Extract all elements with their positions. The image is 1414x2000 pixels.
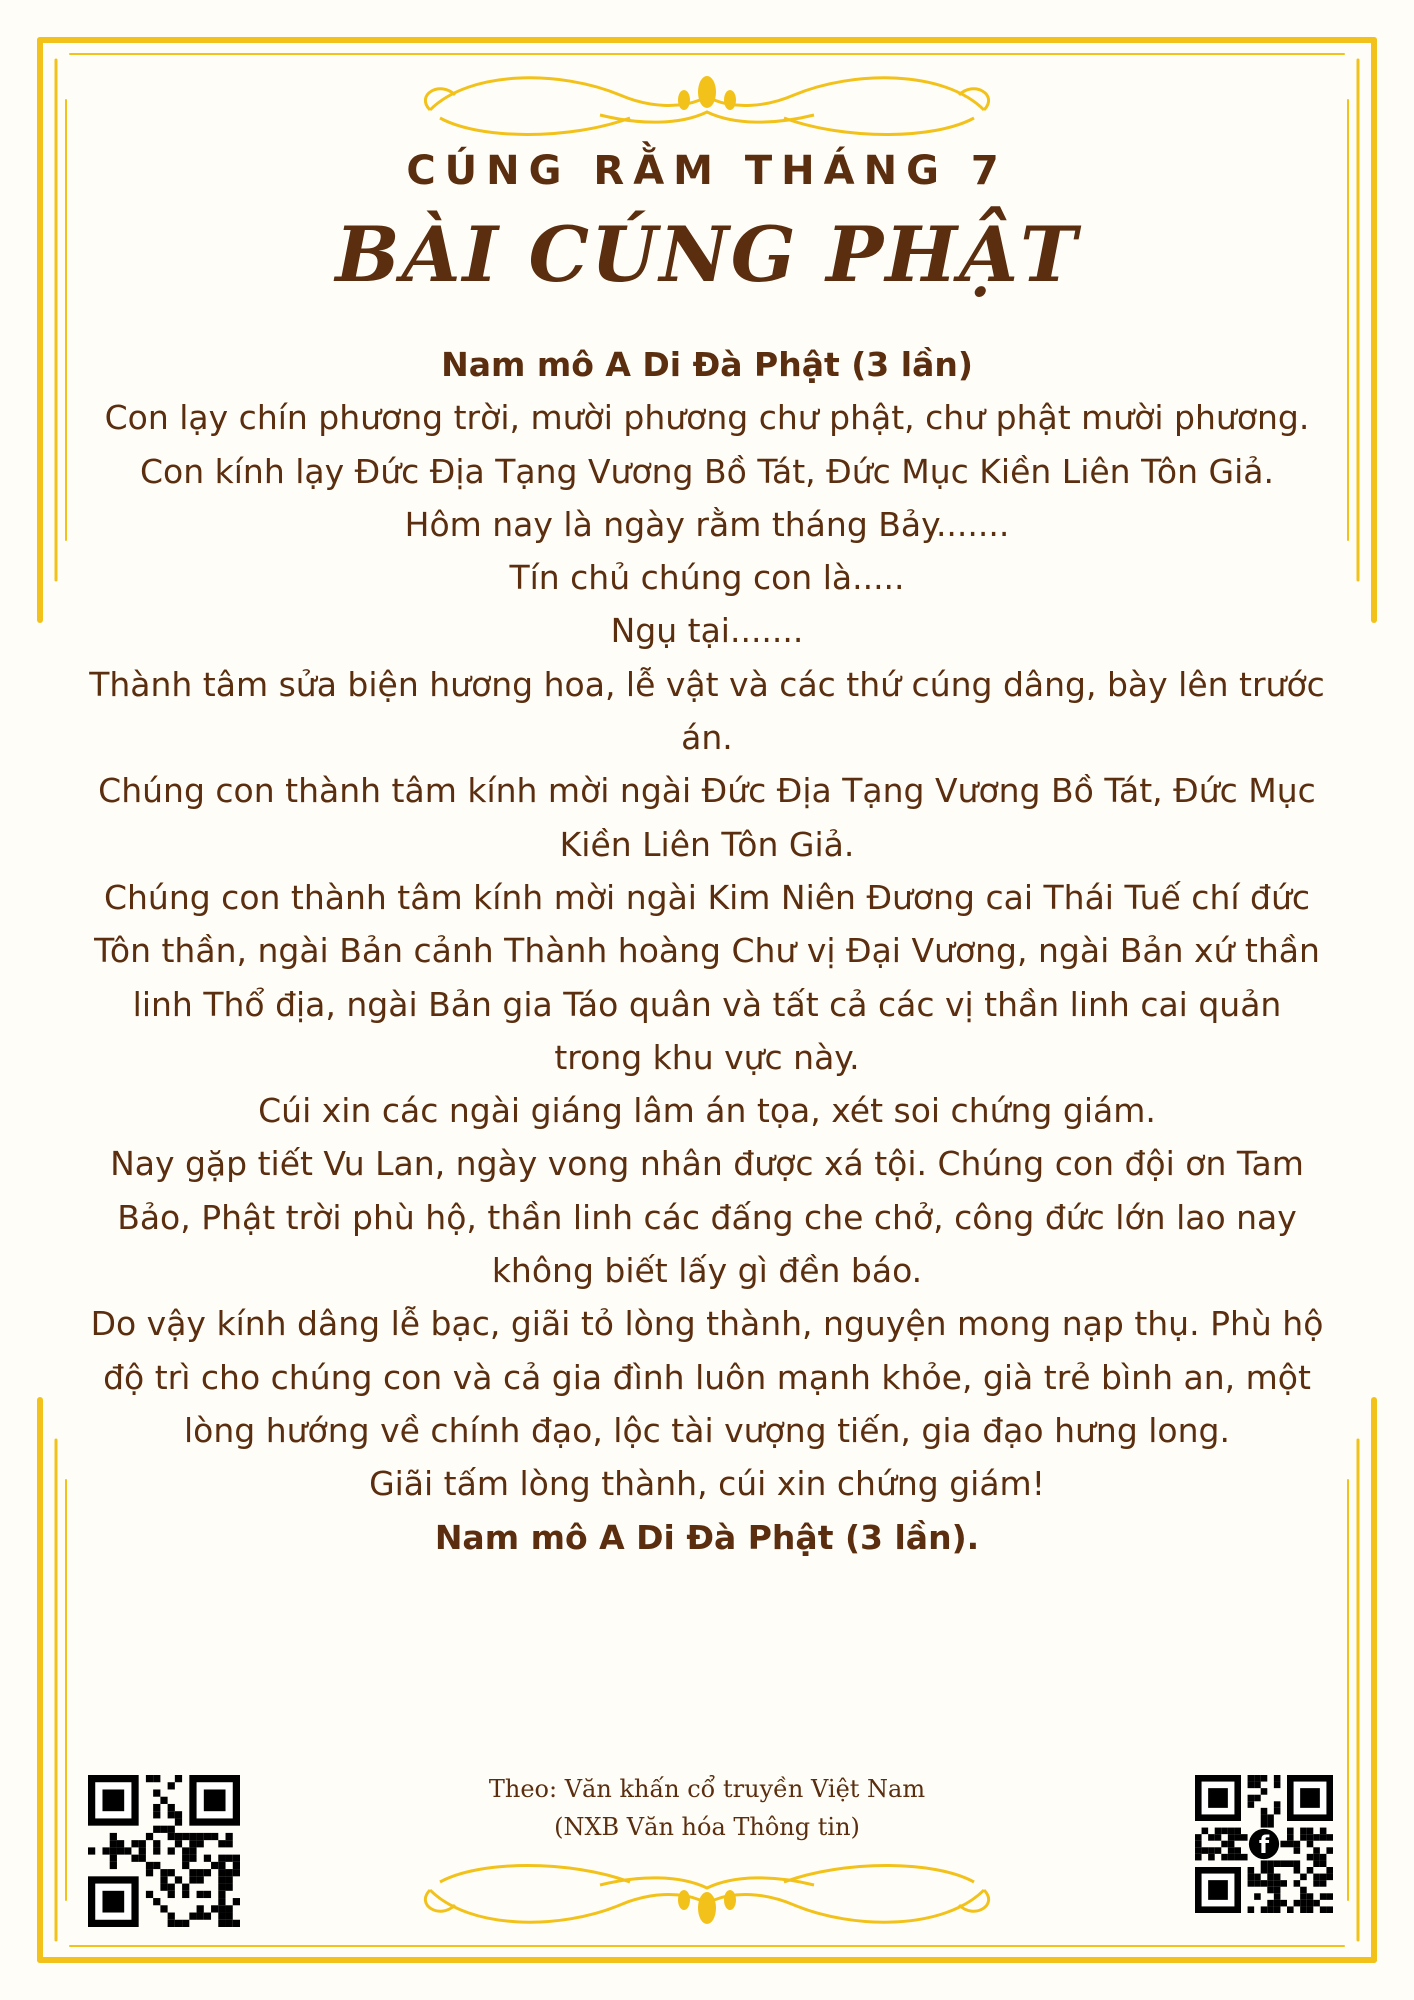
qr-code-icon[interactable]	[88, 1775, 240, 1927]
prayer-line: Chúng con thành tâm kính mời ngài Đức Địa Tạng Vương Bồ Tát, Đức Mục Kiền Liên Tôn Giả.	[98, 771, 1316, 864]
prayer-line: Con kính lạy Đức Địa Tạng Vương Bồ Tát, Đức Mục Kiền Liên Tôn Giả.	[140, 451, 1274, 491]
prayer-line: Giãi tấm lòng thành, cúi xin chứng giám!	[369, 1464, 1045, 1504]
prayer-line: Con lạy chín phương trời, mười phương chư phật, chư phật mười phương.	[104, 398, 1310, 438]
prayer-line: Ngụ tại.......	[610, 611, 804, 651]
prayer-line: Cúi xin các ngài giáng lâm án tọa, xét soi chứng giám.	[258, 1091, 1156, 1131]
prayer-line: Nay gặp tiết Vu Lan, ngày vong nhân được xá tội. Chúng con đội ơn Tam Bảo, Phật trời phù hộ, thần linh các đấng che chở, công đức lớn lao nay không biết lấy gì đền báo.	[110, 1144, 1304, 1291]
svg-text:f: f	[1258, 1831, 1270, 1860]
qr-code-facebook-icon[interactable]	[1195, 1775, 1333, 1913]
source-line-2: (NXB Văn hóa Thông tin)	[554, 1813, 860, 1841]
prayer-line: Nam mô A Di Đà Phật (3 lần).	[434, 1517, 980, 1557]
prayer-line: Chúng con thành tâm kính mời ngài Kim Niên Đương cai Thái Tuế chí đức Tôn thần, ngài Bản cảnh Thành hoàng Chư vị Đại Vương, ngài Bản xứ thần linh Thổ địa, ngài Bản gia Táo quân và tất cả các vị thần linh cai quản trong khu vực này.	[94, 877, 1320, 1077]
ornament-swirl-icon	[425, 76, 988, 135]
source-citation	[407, 1770, 1007, 1846]
source-line-1: Theo: Văn khấn cổ truyền Việt Nam	[488, 1775, 926, 1803]
prayer-line: Do vậy kính dâng lễ bạc, giãi tỏ lòng thành, nguyện mong nạp thụ. Phù hộ độ trì cho chúng con và cả gia đình luôn mạnh khỏe, già trẻ bình an, một lòng hướng về chính đạo, lộc tài vượng tiến, gia đạo hưng long.	[90, 1304, 1324, 1450]
prayer-text	[85, 338, 1329, 1564]
ornament-swirl-icon	[425, 1866, 988, 1925]
page-title: BÀI CÚNG PHẬT	[335, 210, 1079, 299]
prayer-line: Nam mô A Di Đà Phật (3 lần)	[441, 345, 973, 384]
prayer-line: Tín chủ chúng con là.....	[509, 558, 905, 598]
prayer-line: Hôm nay là ngày rằm tháng Bảy.......	[404, 504, 1010, 544]
prayer-line: Thành tâm sửa biện hương hoa, lễ vật và các thứ cúng dâng, bày lên trước án.	[89, 664, 1325, 758]
page-subtitle: CÚNG RẰM THÁNG 7	[406, 148, 1008, 194]
